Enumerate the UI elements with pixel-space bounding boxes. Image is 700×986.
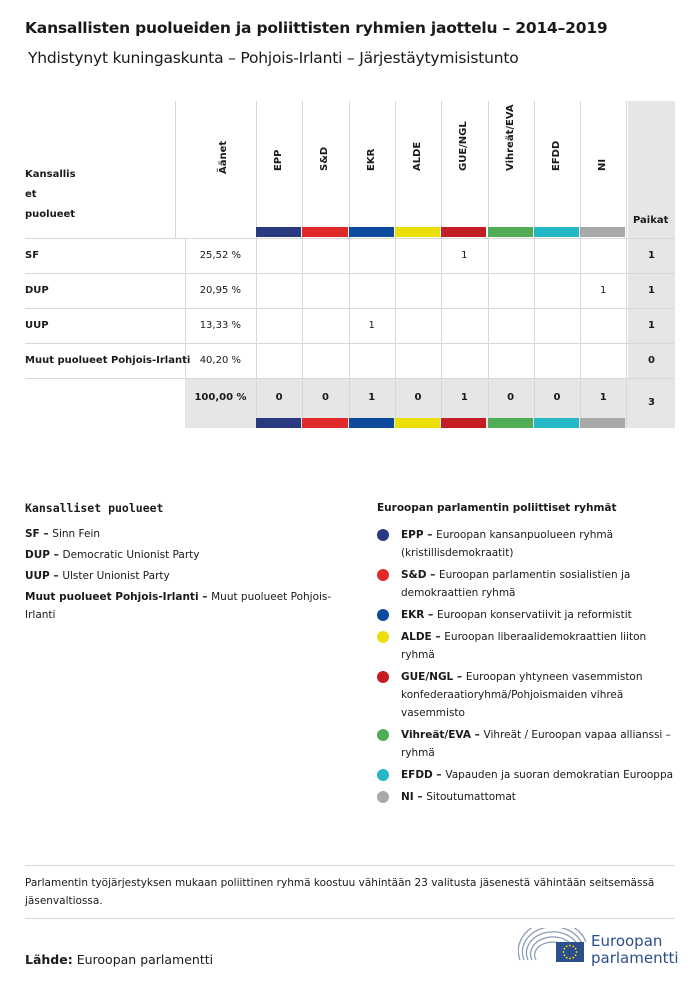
group-abbr: EFDD – bbox=[401, 769, 446, 781]
group-legend-item bbox=[377, 788, 677, 806]
group-header-guengl: GUE/NGL bbox=[458, 121, 470, 171]
divider bbox=[25, 865, 675, 866]
group-name: Vihreät / Euroopan vapaa allianssi – ryhmä bbox=[401, 729, 671, 759]
party-abbr: SF – bbox=[25, 528, 53, 540]
party-label: SF bbox=[25, 250, 40, 261]
total-seat-cell: 1 bbox=[599, 392, 607, 403]
group-color-dot bbox=[377, 569, 389, 581]
group-abbr: S&D – bbox=[401, 569, 439, 581]
source-line bbox=[25, 952, 213, 967]
national-parties-legend bbox=[25, 501, 345, 627]
group-color-dot bbox=[377, 529, 389, 541]
group-color-bar bbox=[395, 418, 440, 428]
group-color-bar bbox=[534, 227, 579, 237]
vote-share: 25,52 % bbox=[199, 250, 241, 261]
grid-line bbox=[25, 343, 675, 344]
party-name: Ulster Unionist Party bbox=[62, 570, 170, 582]
grid-line bbox=[256, 101, 257, 238]
group-legend-item bbox=[377, 628, 677, 664]
group-abbr: NI – bbox=[401, 791, 427, 803]
party-name: Democratic Unionist Party bbox=[62, 549, 200, 561]
group-legend-item bbox=[377, 526, 677, 562]
hemicycle-flag-icon bbox=[518, 928, 588, 968]
group-color-bar bbox=[349, 227, 394, 237]
grand-total-seats: 3 bbox=[648, 397, 655, 408]
political-groups-legend bbox=[377, 502, 677, 810]
group-color-bar bbox=[256, 227, 301, 237]
national-parties-header: Kansallis et puolueet bbox=[25, 169, 76, 220]
group-color-dot bbox=[377, 609, 389, 621]
seat-total: 1 bbox=[648, 250, 655, 261]
group-legend-item bbox=[377, 566, 677, 602]
group-header-alde: ALDE bbox=[411, 141, 423, 171]
group-legend-item bbox=[377, 606, 677, 624]
group-abbr: EKR – bbox=[401, 609, 437, 621]
group-header-sd: S&D bbox=[319, 146, 331, 171]
group-abbr: Vihreät/EVA – bbox=[401, 729, 484, 741]
seat-total: 1 bbox=[648, 320, 655, 331]
group-name: Euroopan konservatiivit ja reformistit bbox=[436, 609, 632, 621]
votes-header: Äänet bbox=[218, 140, 229, 174]
total-seat-cell: 0 bbox=[321, 392, 329, 403]
group-abbr: EPP – bbox=[401, 529, 437, 541]
party-label: Muut puolueet Pohjois-Irlanti bbox=[25, 355, 191, 366]
seat-total: 0 bbox=[648, 355, 655, 366]
party-label: UUP bbox=[25, 320, 49, 331]
group-header-efdd: EFDD bbox=[550, 140, 562, 171]
grid-line bbox=[25, 378, 675, 379]
group-color-dot bbox=[377, 769, 389, 781]
group-name: Euroopan yhtyneen vasemmiston konfederaatioryhmä/Pohjoismaiden vihreä vasemmisto bbox=[401, 671, 643, 719]
group-legend-item bbox=[377, 766, 677, 784]
seat-cell: 1 bbox=[461, 250, 468, 261]
group-name: Vapauden ja suoran demokratian Eurooppa bbox=[445, 769, 674, 781]
group-header-ni: NI bbox=[597, 158, 609, 171]
group-legend-item bbox=[377, 726, 677, 762]
total-seat-cell: 0 bbox=[553, 392, 561, 403]
group-color-bar bbox=[488, 227, 533, 237]
national-legend-item bbox=[25, 588, 345, 624]
national-legend-item bbox=[25, 525, 345, 543]
group-header-epp: EPP bbox=[273, 149, 284, 171]
vote-share: 13,33 % bbox=[199, 320, 241, 331]
group-abbr: ALDE – bbox=[401, 631, 445, 643]
group-legend-item bbox=[377, 668, 677, 722]
group-color-bar bbox=[302, 418, 347, 428]
total-votes: 100,00 % bbox=[194, 392, 247, 403]
logo-text: Euroopan parlamentti bbox=[591, 932, 679, 967]
group-name: Sitoutumattomat bbox=[426, 791, 516, 803]
party-abbr: UUP – bbox=[25, 570, 63, 582]
group-header-ekr: EKR bbox=[365, 148, 377, 171]
vote-share: 40,20 % bbox=[199, 355, 241, 366]
total-seat-cell: 1 bbox=[368, 392, 376, 403]
group-name: Euroopan kansanpuolueen ryhmä (kristillisdemokraatit) bbox=[401, 529, 614, 559]
group-color-bar bbox=[302, 227, 347, 237]
group-color-bar bbox=[534, 418, 579, 428]
grid-line bbox=[25, 308, 675, 309]
group-color-dot bbox=[377, 791, 389, 803]
total-seat-cell: 0 bbox=[507, 392, 515, 403]
divider bbox=[25, 918, 675, 919]
national-legend-heading: Kansalliset puolueet bbox=[25, 501, 164, 515]
national-legend-item bbox=[25, 567, 345, 585]
party-name: Muut puolueet Pohjois-Irlanti bbox=[25, 591, 332, 621]
grid-line bbox=[175, 101, 176, 238]
group-color-dot bbox=[377, 671, 389, 683]
group-color-dot bbox=[377, 631, 389, 643]
page-title: Kansallisten puolueiden ja poliittisten ryhmien jaottelu – 2014–2019 bbox=[25, 19, 608, 37]
footnote: Parlamentin työjärjestyksen mukaan poliittinen ryhmä koostuu vähintään 23 valitusta jäsenestä vähintään seitsemässä jäsenvaltiossa. bbox=[25, 877, 655, 907]
seat-cell: 1 bbox=[600, 285, 607, 296]
total-seat-cell: 0 bbox=[275, 392, 283, 403]
source-label: Lähde: bbox=[25, 952, 73, 967]
group-color-dot bbox=[377, 729, 389, 741]
grid-line bbox=[25, 273, 675, 274]
national-legend-item bbox=[25, 546, 345, 564]
seat-cell: 1 bbox=[368, 320, 375, 331]
grid-line bbox=[25, 238, 675, 239]
seat-total: 1 bbox=[648, 285, 655, 296]
party-abbr: DUP – bbox=[25, 549, 63, 561]
group-header-vihreteva: Vihreät/EVA bbox=[504, 104, 516, 171]
page-subtitle: Yhdistynyt kuningaskunta – Pohjois-Irlanti – Järjestäytymisistunto bbox=[28, 49, 519, 67]
group-color-bar bbox=[580, 227, 625, 237]
source-value: Euroopan parlamentti bbox=[76, 952, 214, 967]
total-seat-cell: 1 bbox=[460, 392, 468, 403]
group-color-bar bbox=[580, 418, 625, 428]
total-seat-cell: 0 bbox=[414, 392, 422, 403]
group-abbr: GUE/NGL – bbox=[401, 671, 466, 683]
vote-share: 20,95 % bbox=[199, 285, 241, 296]
seat-distribution-table bbox=[25, 101, 675, 431]
party-label: DUP bbox=[25, 285, 49, 296]
ep-logo bbox=[518, 928, 678, 968]
party-name: Sinn Fein bbox=[52, 528, 101, 540]
group-name: Euroopan parlamentin sosialistien ja demokraattien ryhmä bbox=[401, 569, 631, 599]
group-color-bar bbox=[441, 227, 486, 237]
group-color-bar bbox=[349, 418, 394, 428]
group-color-bar bbox=[441, 418, 486, 428]
group-color-bar bbox=[395, 227, 440, 237]
group-name: Euroopan liberaalidemokraattien liiton ryhmä bbox=[401, 631, 647, 661]
party-abbr: Muut puolueet Pohjois-Irlanti – bbox=[25, 591, 212, 603]
groups-legend-heading: Euroopan parlamentin poliittiset ryhmät bbox=[377, 502, 617, 514]
group-color-bar bbox=[256, 418, 301, 428]
group-color-bar bbox=[488, 418, 533, 428]
seats-header: Paikat bbox=[633, 215, 669, 226]
